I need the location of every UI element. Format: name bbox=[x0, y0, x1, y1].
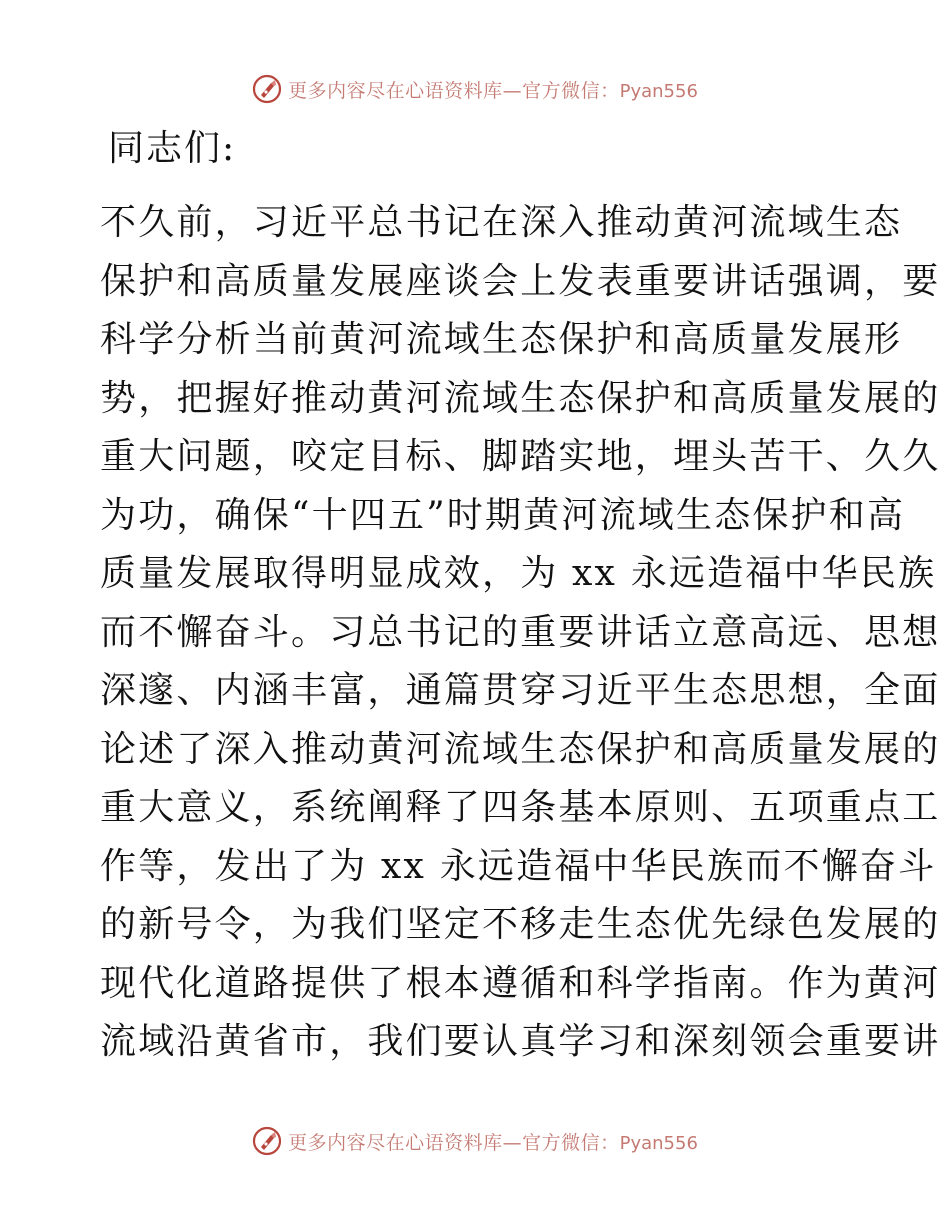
document-body bbox=[100, 194, 941, 1072]
body-line: 重大问题，咬定目标、脚踏实地，埋头苦干、久久 bbox=[100, 436, 941, 477]
body-line: 科学分析当前黄河流域生态保护和高质量发展形 bbox=[100, 319, 903, 360]
body-line: 流域沿黄省市，我们要认真学习和深刻领会重要讲 bbox=[100, 1021, 941, 1062]
body-line: 质量发展取得明显成效，为 xx 永远造福中华民族 bbox=[100, 553, 937, 594]
body-line: 而不懈奋斗。习总书记的重要讲话立意高远、思想 bbox=[100, 611, 941, 653]
body-line: 深邃、内涵丰富，通篇贯穿习近平生态思想，全面 bbox=[100, 670, 941, 711]
footer-watermark bbox=[0, 1126, 950, 1156]
body-line: 现代化道路提供了根本遵循和科学指南。作为黄河 bbox=[100, 962, 941, 1004]
body-line: 势，把握好推动黄河流域生态保护和高质量发展的 bbox=[100, 377, 941, 419]
pen-nib-logo-icon bbox=[252, 1126, 282, 1156]
watermark-text: 更多内容尽在心语资料库—官方微信： bbox=[288, 79, 620, 102]
body-line: 保护和高质量发展座谈会上发表重要讲话强调，要 bbox=[100, 260, 941, 302]
watermark-wechat-id: Pyan556 bbox=[619, 1132, 698, 1154]
body-line: 为功，确保“十四五”时期黄河流域生态保护和高 bbox=[100, 494, 906, 536]
watermark-wechat-id: Pyan556 bbox=[619, 80, 698, 102]
watermark-text: 更多内容尽在心语资料库—官方微信： bbox=[288, 1131, 620, 1154]
body-line: 不久前，习近平总书记在深入推动黄河流域生态 bbox=[100, 202, 903, 243]
header-watermark bbox=[0, 74, 950, 104]
body-line: 作等，发出了为 xx 永远造福中华民族而不懈奋斗 bbox=[100, 845, 937, 887]
body-line: 重大意义，系统阐释了四条基本原则、五项重点工 bbox=[100, 787, 941, 828]
body-line: 论述了深入推动黄河流域生态保护和高质量发展的 bbox=[100, 728, 941, 770]
body-line: 的新号令，为我们坚定不移走生态优先绿色发展的 bbox=[100, 904, 941, 945]
pen-nib-logo-icon bbox=[252, 74, 282, 104]
greeting: 同志们: bbox=[108, 128, 237, 169]
